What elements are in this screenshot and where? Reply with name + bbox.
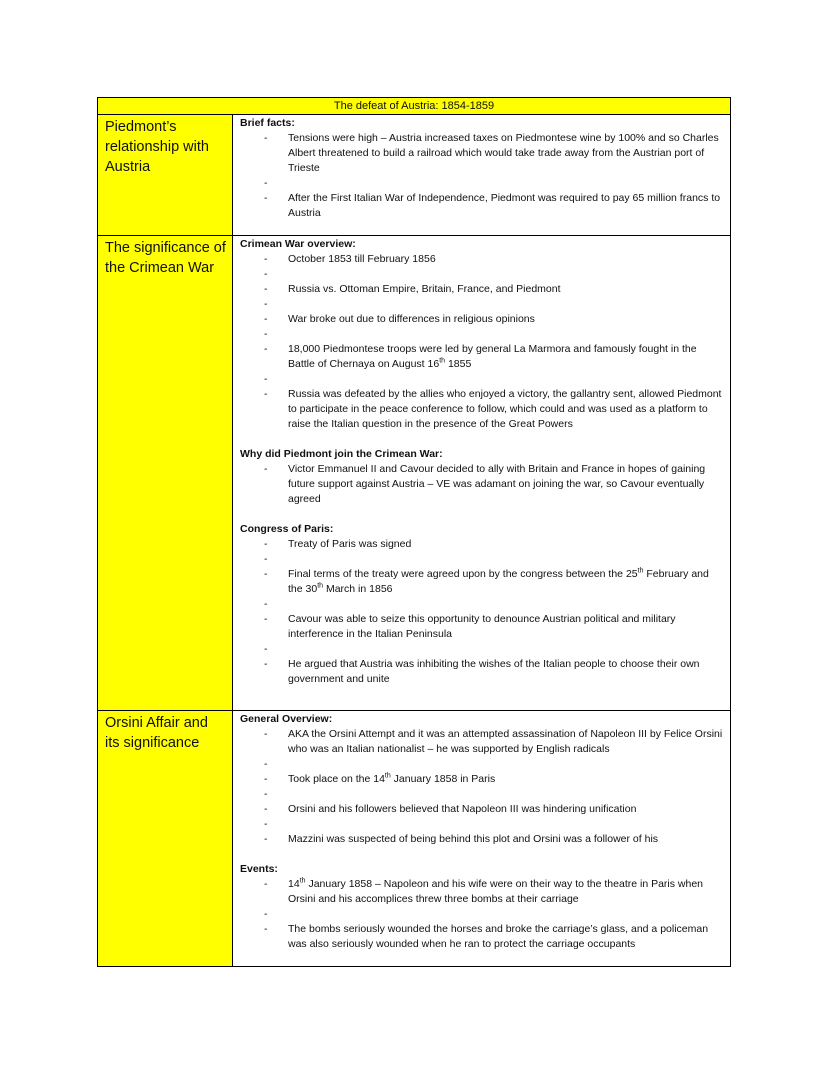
section-heading: Events: — [240, 863, 278, 875]
bullet-list — [240, 537, 724, 687]
bullet-list — [240, 877, 724, 952]
list-item: - Mazzini was suspected of being behind this plot and Orsini was a follower of his — [240, 832, 724, 847]
row-heading: The significance of the Crimean War — [98, 236, 233, 710]
spacer — [240, 757, 724, 772]
section-heading: Congress of Paris: — [240, 523, 334, 535]
section-heading: General Overview: — [240, 713, 333, 725]
list-item: - Russia vs. Ottoman Empire, Britain, France, and Piedmont — [240, 282, 724, 297]
list-item: - He argued that Austria was inhibiting the wishes of the Italian people to choose their own government and unite — [240, 657, 724, 687]
spacer — [240, 267, 724, 282]
list-item: - 14th January 1858 – Napoleon and his wife were on their way to the theatre in Paris when Orsini and his accomplices threw three bombs at their carriage — [240, 877, 724, 907]
bullet-list — [240, 252, 724, 432]
list-item: - The bombs seriously wounded the horses and broke the carriage’s glass, and a policeman was also seriously wounded when he ran to protect the carriage occupants — [240, 922, 724, 952]
table-title: The defeat of Austria: 1854-1859 — [98, 98, 730, 115]
spacer — [240, 297, 724, 312]
list-item: - Final terms of the treaty were agreed upon by the congress between the 25th February and the 30th March in 1856 — [240, 567, 724, 597]
spacer — [240, 176, 724, 191]
list-item: - Took place on the 14th January 1858 in Paris — [240, 772, 724, 787]
spacer — [240, 787, 724, 802]
section-heading: Crimean War overview: — [240, 238, 356, 250]
row-content — [233, 711, 730, 966]
table-row — [98, 236, 730, 711]
row-heading: Orsini Affair and its significance — [98, 711, 233, 966]
table-row — [98, 711, 730, 966]
row-content — [233, 236, 730, 710]
spacer — [240, 507, 724, 522]
list-item: - 18,000 Piedmontese troops were led by general La Marmora and famously fought in the Battle of Chernaya on August 16th 1855 — [240, 342, 724, 372]
spacer — [240, 372, 724, 387]
list-item: - October 1853 till February 1856 — [240, 252, 724, 267]
spacer — [240, 597, 724, 612]
section-heading: Why did Piedmont join the Crimean War: — [240, 448, 443, 460]
spacer — [240, 847, 724, 862]
spacer — [240, 327, 724, 342]
list-item: - Russia was defeated by the allies who enjoyed a victory, the gallantry sent, allowed Piedmont to participate in the peace conference to follow, which could and was used as a platform to raise the Italian question in the presence of the Great Powers — [240, 387, 724, 432]
list-item: - Cavour was able to seize this opportunity to denounce Austrian political and military interference in the Italian Peninsula — [240, 612, 724, 642]
bullet-list — [240, 462, 724, 507]
bullet-list — [240, 131, 724, 221]
list-item: - Tensions were high – Austria increased taxes on Piedmontese wine by 100% and so Charles Albert threatened to build a railroad which would take trade away from the Austrian port of Trieste — [240, 131, 724, 176]
list-item: - Orsini and his followers believed that Napoleon III was hindering unification — [240, 802, 724, 817]
bullet-list — [240, 727, 724, 847]
list-item: - AKA the Orsini Attempt and it was an attempted assassination of Napoleon III by Felice Orsini who was an Italian nationalist – he was supported by English radicals — [240, 727, 724, 757]
list-item: - After the First Italian War of Independence, Piedmont was required to pay 65 million francs to Austria — [240, 191, 724, 221]
spacer — [240, 432, 724, 447]
notes-table — [97, 97, 731, 967]
section-heading: Brief facts: — [240, 117, 295, 129]
spacer — [240, 817, 724, 832]
list-item: - Treaty of Paris was signed — [240, 537, 724, 552]
list-item: - War broke out due to differences in religious opinions — [240, 312, 724, 327]
list-item: - Victor Emmanuel II and Cavour decided to ally with Britain and France in hopes of gaining future support against Austria – VE was adamant on joining the war, so Cavour eventually agreed — [240, 462, 724, 507]
row-heading: Piedmont’s relationship with Austria — [98, 115, 233, 235]
table-row — [98, 115, 730, 236]
spacer — [240, 552, 724, 567]
spacer — [240, 642, 724, 657]
spacer — [240, 907, 724, 922]
row-content — [233, 115, 730, 235]
